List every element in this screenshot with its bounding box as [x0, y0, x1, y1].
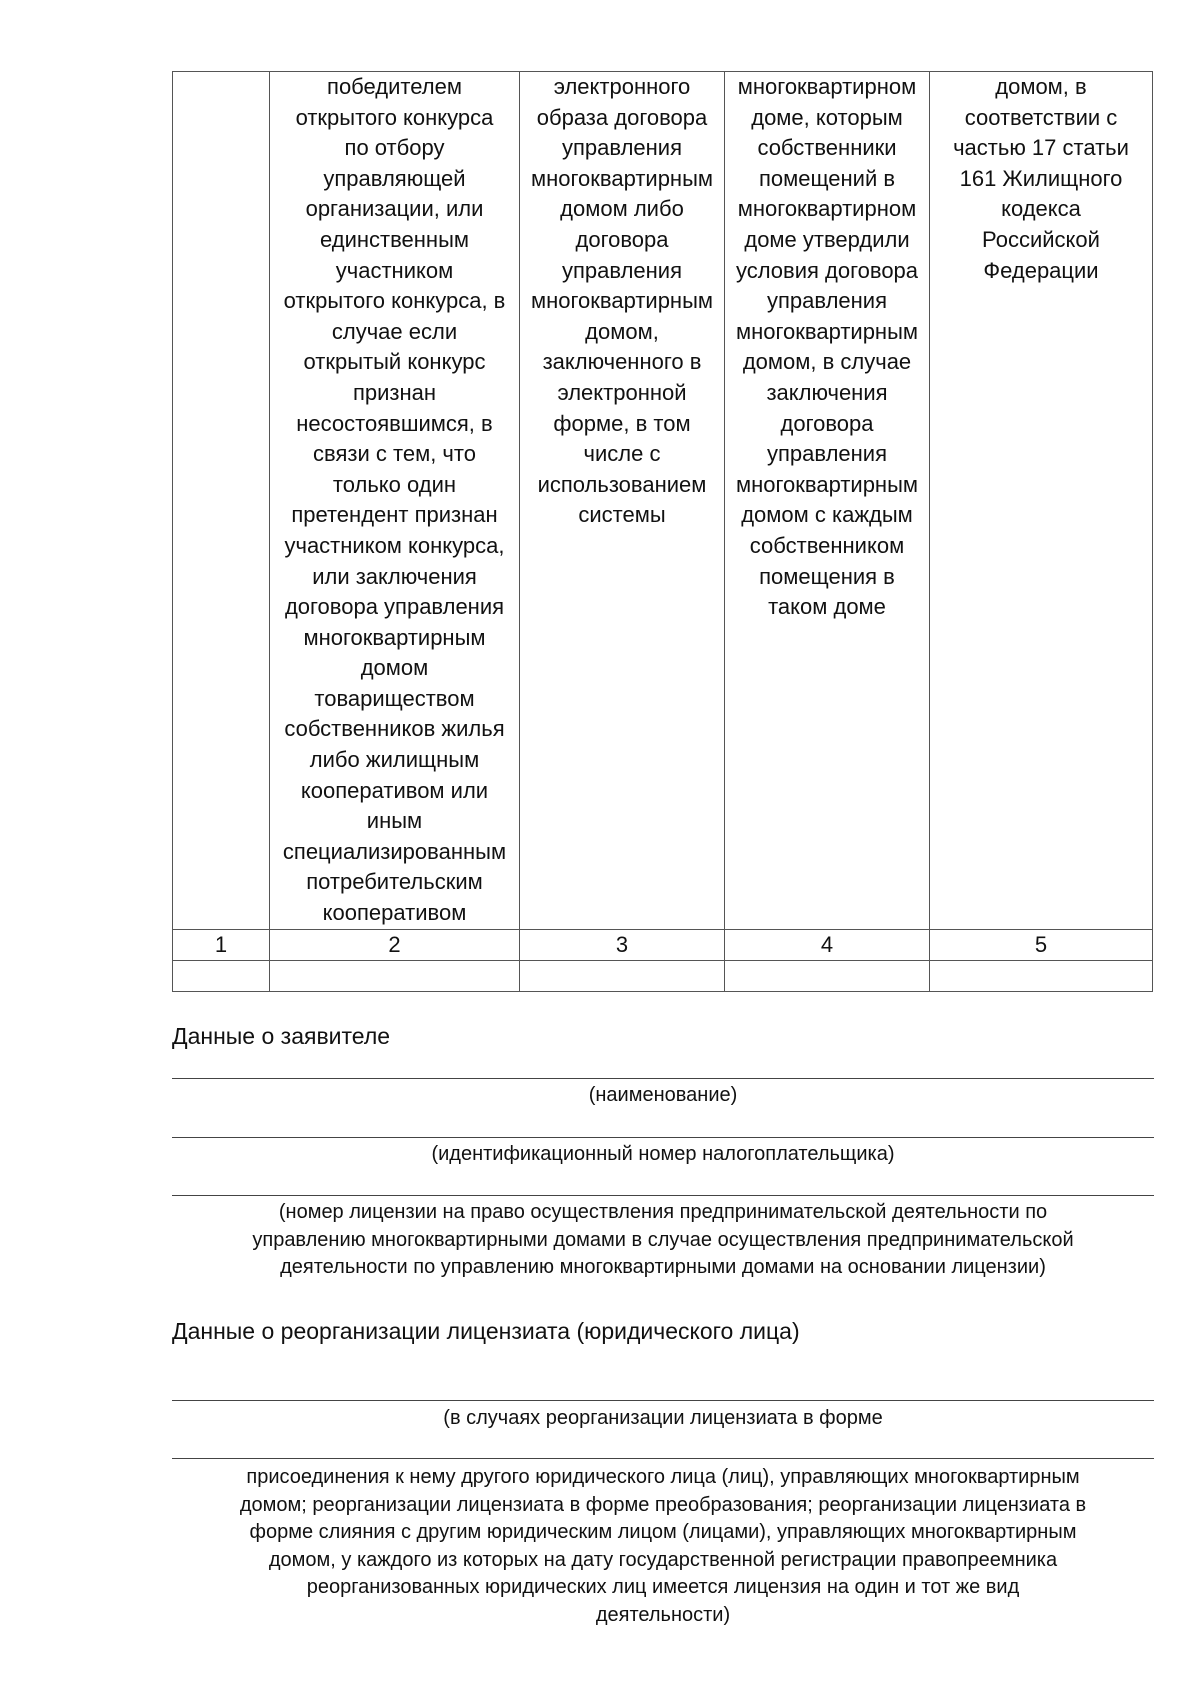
reorganization-details-caption: присоединения к нему другого юридического лица (лиц), управляющих многоквартирным домом; реорганизации лицензиата в форме преобразования; реорганизации лицензиата в форме слияния с другим юридическим лицом (лицами), управляющих многоквартирным домом, у каждого из которых на дату государственной регистрации правопреемника реорганизованных юридических лиц имеется лицензия на один и тот же вид деятельности)	[239, 1466, 1087, 1626]
column-number: 5	[930, 929, 1153, 960]
reorganization-details-line	[172, 1458, 1154, 1459]
empty-cell	[520, 960, 725, 991]
table-cell-col4: многоквартирном доме, которым собственники помещений в многоквартирном доме утвердили условия договора управления многоквартирным домом, в случае заключения договора управления многоквартирным домом с каждым собственником помещения в таком доме	[725, 72, 930, 930]
reorganization-form-line	[172, 1400, 1154, 1401]
empty-cell	[270, 960, 520, 991]
table-cell-col1	[173, 72, 270, 930]
inn-caption: (идентификационный номер налогоплательщика)	[431, 1143, 895, 1165]
column-number: 2	[270, 929, 520, 960]
empty-cell	[173, 960, 270, 991]
table-cell-col5: домом, в соответствии с частью 17 статьи 161 Жилищного кодекса Российской Федерации	[930, 72, 1153, 930]
empty-cell	[725, 960, 930, 991]
table-row	[173, 72, 1153, 930]
table-cell-col2: победителем открытого конкурса по отбору управляющей организации, или единственным участником открытого конкурса, в случае если открытый конкурс признан несостоявшимся, в связи с тем, что только один претендент признан участником конкурса, или заключения договора управления многоквартирным домом товариществом собственников жилья либо жилищным кооперативом или иным специализированным потребительским кооперативом	[270, 72, 520, 930]
license-caption: (номер лицензии на право осуществления предпринимательской деятельности по управлению многоквартирными домами в случае осуществления предпринимательской деятельности по управлению многоквартирными домами на основании лицензии)	[252, 1201, 1074, 1278]
column-number: 3	[520, 929, 725, 960]
empty-row	[173, 960, 1153, 991]
column-numbers-row	[173, 929, 1153, 960]
inn-line	[172, 1137, 1154, 1138]
table-cell-col3: электронного образа договора управления многоквартирным домом либо договора управления многоквартирным домом, заключенного в электронной форме, в том числе с использованием системы	[520, 72, 725, 930]
empty-cell	[930, 960, 1153, 991]
applicant-heading: Данные о заявителе	[172, 1023, 391, 1049]
license-line	[172, 1195, 1154, 1196]
reorganization-heading: Данные о реорганизации лицензиата (юридического лица)	[172, 1318, 800, 1344]
column-number: 4	[725, 929, 930, 960]
reorganization-form-caption: (в случаях реорганизации лицензиата в форме	[443, 1407, 883, 1429]
data-table	[172, 71, 1153, 992]
name-line	[172, 1078, 1154, 1079]
column-number: 1	[173, 929, 270, 960]
name-caption: (наименование)	[588, 1084, 738, 1106]
